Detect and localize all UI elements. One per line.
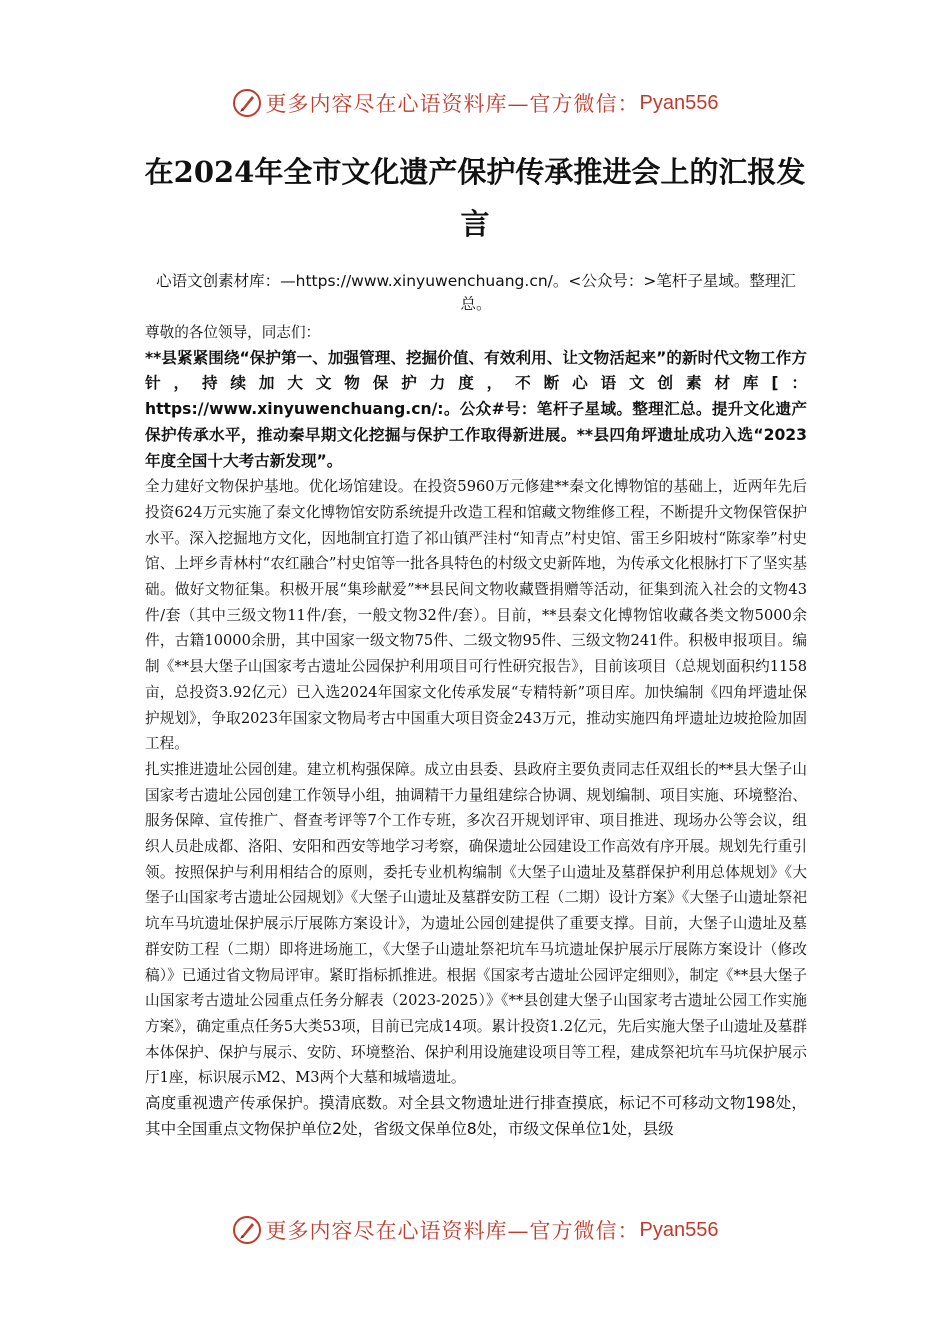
pen-feather-logo-icon <box>232 1215 262 1245</box>
document-subtitle: 心语文创素材库：—https://www.xinyuwenchuang.cn/。<公众号：>笔杆子星域。整理汇总。 <box>156 272 796 313</box>
section-2-paragraph: 扎实推进遗址公园创建。建立机构强保障。成立由县委、县政府主要负责同志任双组长的**县大堡子山国家考古遗址公园创建工作领导小组，抽调精干力量组建综合协调、规划编制、项目实施、环境整治、服务保障、宣传推广、督查考评等7个工作专班，多次召开规划评审、项目推进、现场办公等会议，组织人员赴成都、洛阳、安阳和西安等地学习考察，确保遗址公园建设工作高效有序开展。规划先行重引领。按照保护与利用相结合的原则，委托专业机构编制《大堡子山遗址及墓群保护利用总体规划》《大堡子山国家考古遗址公园规划》《大堡子山遗址及墓群安防工程（二期）设计方案》《大堡子山遗址祭祀坑车马坑遗址保护展示厅展陈方案设计》，为遗址公园创建提供了重要支撑。目前，大堡子山遗址及墓群安防工程（二期）即将进场施工，《大堡子山遗址祭祀坑车马坑遗址保护展示厅展陈方案设计（修改稿）》已通过省文物局评审。紧盯指标抓推进。根据《国家考古遗址公园评定细则》，制定《**县大堡子山国家考古遗址公园重点任务分解表（2023-2025）》《**县创建大堡子山国家考古遗址公园工作实施方案》，确定重点任务5大类53项，目前已完成14项。累计投资1.2亿元，先后实施大堡子山遗址及墓群本体保护、保护与展示、安防、环境整治、保护利用设施建设项目等工程，建成祭祀坑车马坑保护展示厅1座，标识展示M2、M3两个大墓和城墙遗址。 <box>145 760 807 1087</box>
document-body <box>145 320 807 1143</box>
section-3-paragraph: 高度重视遗产传承保护。摸清底数。对全县文物遗址进行排查摸底，标记不可移动文物198处，其中全国重点文物保护单位2处，省级文保单位8处，市级文保单位1处，县级 <box>145 1094 807 1138</box>
intro-paragraph: **县紧紧围绕“保护第一、加强管理、挖掘价值、有效利用、让文物活起来”的新时代文物工作方针，持续加大文物保护力度，不断心语文创素材库[：https://www.xinyuwenchuang.cn/:。公众#号：笔杆子星域。整理汇总。提升文化遗产保护传承水平，推动秦早期文化挖掘与保护工作取得新进展。**县四角坪遗址成功入选“2023年度全国十大考古新发现”。 <box>145 348 807 470</box>
banner-text: 更多内容尽在心语资料库—官方微信： <box>265 92 640 116</box>
salutation: 尊敬的各位领导，同志们： <box>145 324 321 341</box>
footer-banner[interactable] <box>0 1208 950 1252</box>
banner-text: 更多内容尽在心语资料库—官方微信： <box>265 1219 640 1243</box>
header-banner[interactable] <box>0 81 950 125</box>
banner-wechat-id: Pyan556 <box>639 91 719 114</box>
section-1-paragraph: 全力建好文物保护基地。优化场馆建设。在投资5960万元修建**秦文化博物馆的基础上，近两年先后投资624万元实施了秦文化博物馆安防系统提升改造工程和馆藏文物维修工程，不断提升文物保管保护水平。深入挖掘地方文化，因地制宜打造了祁山镇严洼村“知青点”村史馆、雷王乡阳坡村“陈家拳”村史馆、上坪乡青林村“农红融合”村史馆等一批各具特色的村级文史新阵地，为传承文化根脉打下了坚实基础。做好文物征集。积极开展“集珍献爱”**县民间文物收藏暨捐赠等活动，征集到流入社会的文物43件/套（其中三级文物11件/套，一般文物32件/套）。目前，**县秦文化博物馆收藏各类文物5000余件，古籍10000余册，其中国家一级文物75件、二级文物95件、三级文物241件。积极申报项目。编制《**县大堡子山国家考古遗址公园保护利用项目可行性研究报告》，目前该项目（总规划面积约1158亩，总投资3.92亿元）已入选2024年国家文化传承发展“专精特新”项目库。加快编制《四角坪遗址保护规划》，争取2023年国家文物局考古中国重大项目资金243万元，推动实施四角坪遗址边坡抢险加固工程。 <box>145 478 807 753</box>
pen-feather-logo-icon <box>232 88 262 118</box>
banner-wechat-id: Pyan556 <box>639 1218 719 1241</box>
document-title: 在2024年全市文化遗产保护传承推进会上的汇报发言 <box>144 155 806 241</box>
